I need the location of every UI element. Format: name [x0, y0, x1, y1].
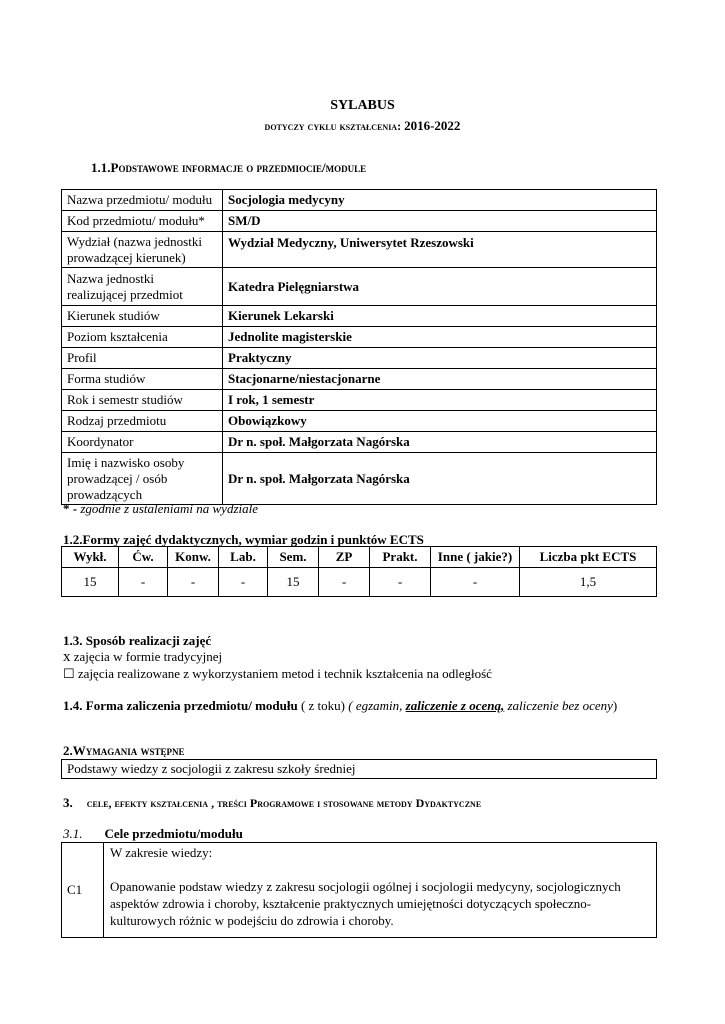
info-label: Nazwa jednostki realizującej przedmiot — [62, 268, 223, 306]
info-row — [62, 348, 657, 369]
goal-cell — [104, 843, 657, 938]
ects-value: 1,5 — [520, 568, 657, 597]
info-label: Imię i nazwisko osoby prowadzącej / osób prowadzących — [62, 453, 223, 505]
ects-header: Prakt. — [370, 547, 431, 568]
section-3-title: cele, efekty kształcenia , treści Programowe i stosowane metody Dydaktyczne — [86, 796, 482, 810]
section-1-4-part4: zaliczenie bez oceny — [504, 698, 613, 713]
info-row — [62, 369, 657, 390]
ects-header: Ćw. — [119, 547, 168, 568]
page-title: SYLABUS — [330, 98, 395, 113]
ects-value: - — [370, 568, 431, 597]
info-label: Forma studiów — [62, 369, 223, 390]
requirements-text: Podstawy wiedzy z socjologii z zakresu szkoły średniej — [62, 760, 657, 779]
cycle-line: dotyczy cyklu kształcenia: 2016-2022 — [264, 118, 461, 133]
footnote-star: * - — [63, 501, 78, 516]
checkbox-icon: ☐ — [63, 666, 75, 681]
section-3-1-number: 3.1. — [63, 826, 83, 841]
info-value: SM/D — [223, 211, 657, 232]
info-row — [62, 211, 657, 232]
ects-header: Sem. — [268, 547, 319, 568]
ects-header: Liczba pkt ECTS — [520, 547, 657, 568]
section-1-1-heading — [91, 160, 366, 176]
info-label: Poziom kształcenia — [62, 327, 223, 348]
goal-row — [62, 843, 657, 938]
info-value: Jednolite magisterskie — [223, 327, 657, 348]
info-value: Obowiązkowy — [223, 411, 657, 432]
info-value: Praktyczny — [223, 348, 657, 369]
ects-header: Konw. — [168, 547, 219, 568]
info-row — [62, 453, 657, 505]
info-label: Rok i semestr studiów — [62, 390, 223, 411]
info-label: Rodzaj przedmiotu — [62, 411, 223, 432]
ects-header-row — [62, 547, 657, 568]
ects-value: - — [168, 568, 219, 597]
info-row — [62, 411, 657, 432]
option-remote — [63, 666, 492, 682]
info-row — [62, 327, 657, 348]
goal-code: C1 — [62, 843, 104, 938]
info-label: Profil — [62, 348, 223, 369]
footnote — [63, 501, 258, 517]
section-3-1-heading — [63, 826, 243, 842]
basic-info-table — [61, 189, 657, 505]
info-value: Kierunek Lekarski — [223, 306, 657, 327]
info-value: Stacjonarne/niestacjonarne — [223, 369, 657, 390]
info-row — [62, 268, 657, 306]
info-label: Wydział (nazwa jednostki prowadzącej kierunek) — [62, 232, 223, 268]
ects-value-row — [62, 568, 657, 597]
info-value: I rok, 1 semestr — [223, 390, 657, 411]
ects-header: Inne ( jakie?) — [431, 547, 520, 568]
info-row — [62, 306, 657, 327]
section-1-4-part2: ( egzamin, — [348, 698, 406, 713]
info-row — [62, 390, 657, 411]
info-label: Kod przedmiotu/ modułu* — [62, 211, 223, 232]
section-1-4-part1: ( z toku) — [297, 698, 349, 713]
section-3-1-title: Cele przedmiotu/modułu — [104, 826, 243, 841]
option-traditional — [63, 649, 222, 666]
info-label: Koordynator — [62, 432, 223, 453]
cycle-label: dotyczy cyklu kształcenia — [264, 119, 398, 133]
info-row — [62, 190, 657, 211]
section-1-1-title: Podstawowe informacje o przedmiocie/module — [110, 160, 367, 175]
ects-header: ZP — [319, 547, 370, 568]
option-remote-text: zajęcia realizowane z wykorzystaniem metod i technik kształcenia na odległość — [74, 666, 492, 681]
section-2-number: 2. — [63, 743, 73, 758]
section-1-4 — [63, 698, 617, 714]
ects-value: - — [431, 568, 520, 597]
option-traditional-mark: x — [63, 649, 71, 665]
section-1-4-part5: ) — [612, 698, 618, 713]
section-3-heading — [63, 795, 481, 811]
info-label: Kierunek studiów — [62, 306, 223, 327]
ects-value: - — [319, 568, 370, 597]
goal-intro: W zakresie wiedzy: — [110, 845, 213, 860]
cycle-value: 2016-2022 — [404, 118, 461, 133]
section-1-4-selected: zaliczenie z oceną, — [405, 698, 505, 713]
info-row — [62, 432, 657, 453]
section-1-3-title: 1.3. Sposób realizacji zajęć — [63, 633, 212, 648]
info-value: Socjologia medycyny — [223, 190, 657, 211]
footnote-text: zgodnie z ustaleniami na wydziale — [80, 501, 259, 516]
info-value: Dr n. społ. Małgorzata Nagórska — [223, 453, 657, 505]
section-1-2-title: 1.2.Formy zajęć dydaktycznych, wymiar godzin i punktów ECTS — [63, 532, 424, 547]
section-3-number: 3. — [63, 795, 73, 810]
section-1-4-title: 1.4. Forma zaliczenia przedmiotu/ modułu — [63, 698, 298, 713]
ects-header: Lab. — [219, 547, 268, 568]
requirements-table — [61, 759, 657, 779]
section-1-1-number: 1.1. — [91, 160, 111, 175]
ects-value: 15 — [62, 568, 119, 597]
ects-value: 15 — [268, 568, 319, 597]
option-traditional-text: zajęcia w formie tradycyjnej — [70, 649, 223, 664]
info-row — [62, 232, 657, 268]
ects-value: - — [219, 568, 268, 597]
goals-table — [61, 842, 657, 938]
section-2-title: Wymagania wstępne — [72, 743, 185, 758]
section-2-heading — [63, 743, 185, 759]
ects-table — [61, 546, 657, 597]
goal-text: Opanowanie podstaw wiedzy z zakresu socjologii ogólnej i socjologii medycyny, socjologicznych aspektów zdrowia i choroby, kształcenie praktycznych umiejętności dotyczących społeczno-kulturowych różnic w podejściu do zdrowia i choroby. — [110, 879, 621, 928]
ects-value: - — [119, 568, 168, 597]
ects-header: Wykł. — [62, 547, 119, 568]
info-label: Nazwa przedmiotu/ modułu — [62, 190, 223, 211]
info-value: Dr n. społ. Małgorzata Nagórska — [223, 432, 657, 453]
info-value: Wydział Medyczny, Uniwersytet Rzeszowski — [223, 232, 657, 268]
info-value: Katedra Pielęgniarstwa — [223, 268, 657, 306]
